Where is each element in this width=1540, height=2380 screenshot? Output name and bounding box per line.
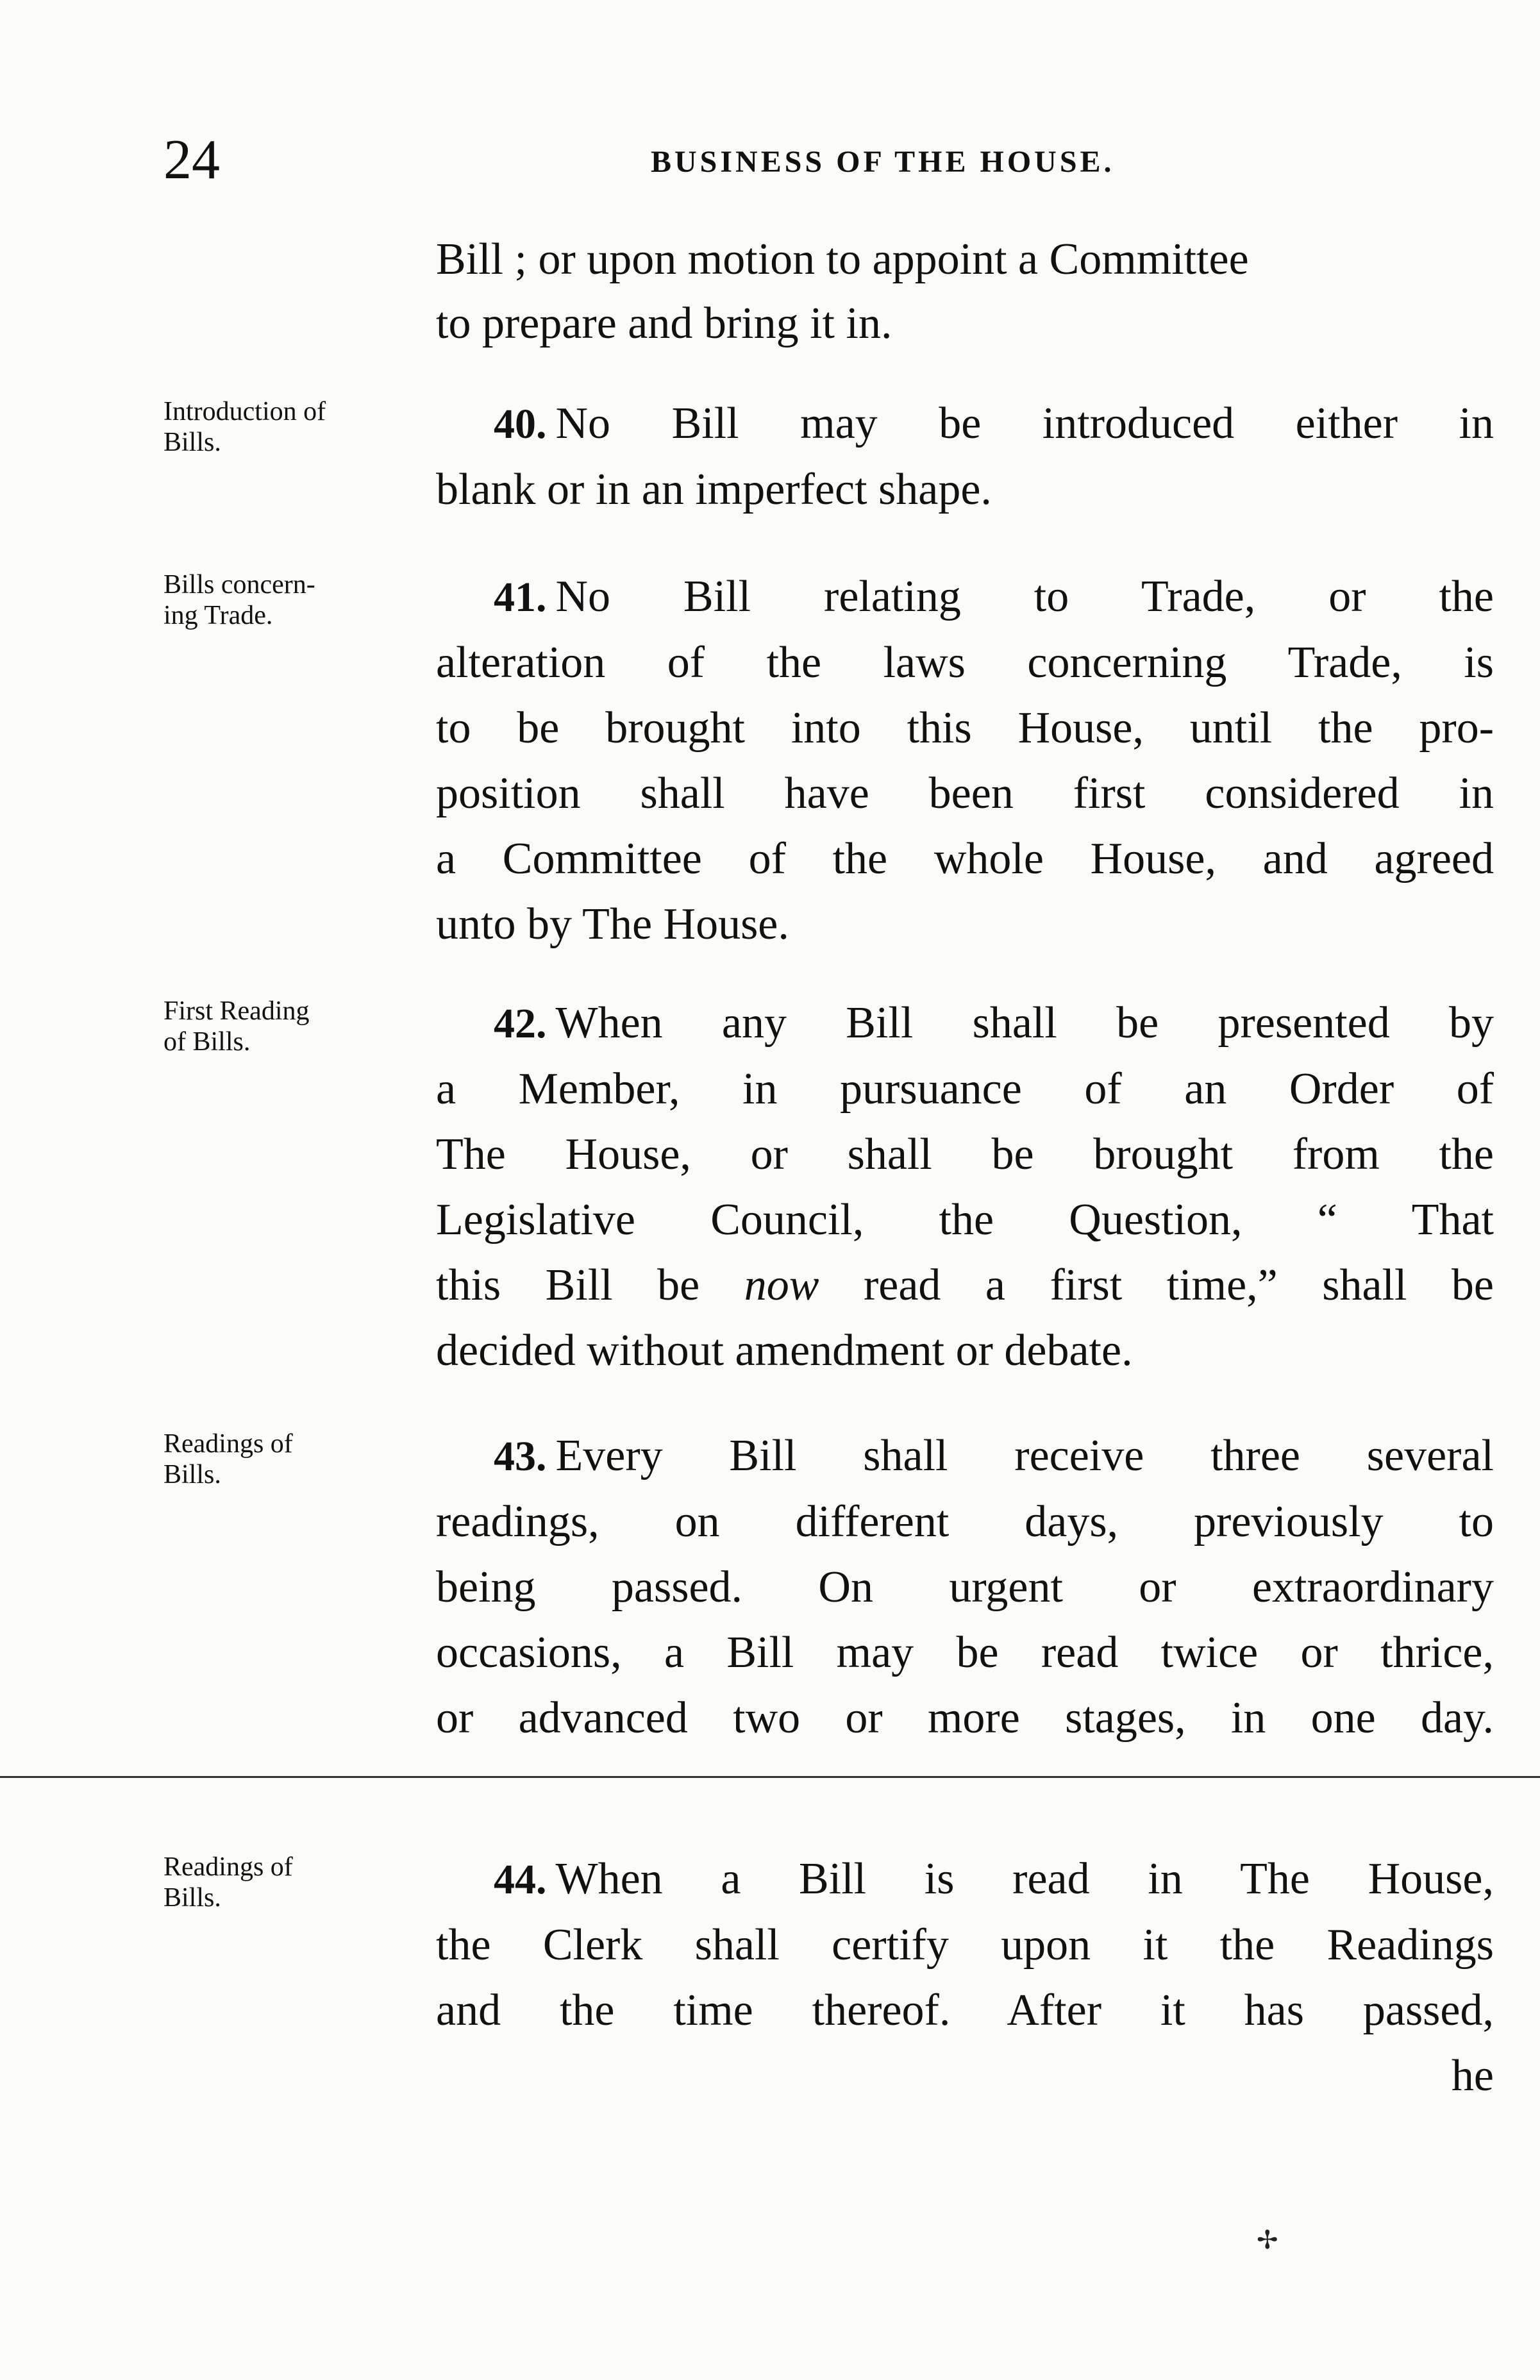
text-line: and the time thereof. After it has passed, (436, 1986, 1494, 2035)
section-number: 42. (494, 1000, 547, 1047)
text-line: the Clerk shall certify upon it the Readings (436, 1920, 1494, 1970)
running-head: BUSINESS OF THE HOUSE. (651, 145, 1115, 179)
text-line: a Member, in pursuance of an Order of (436, 1064, 1494, 1114)
text-line: 43. Every Bill shall receive three several (436, 1423, 1494, 1489)
text-line: blank or in an imperfect shape. (436, 465, 992, 514)
side-note: Readings of Bills. (163, 1429, 293, 1489)
text-line: 41. No Bill relating to Trade, or the (436, 564, 1494, 630)
side-note: Introduction of Bills. (163, 397, 326, 457)
section-number: 44. (494, 1856, 547, 1903)
section-body (436, 1423, 1494, 1751)
stray-mark-icon: ✢ (1257, 2225, 1278, 2254)
section-body (436, 1847, 1494, 2109)
page-number: 24 (163, 129, 220, 191)
text-line: readings, on different days, previously to (436, 1497, 1494, 1546)
section-body (436, 391, 1494, 523)
text-line: position shall have been first considered in (436, 769, 1494, 818)
side-note: Readings of Bills. (163, 1852, 293, 1913)
section-number: 43. (494, 1433, 547, 1480)
side-note: Bills concern- ing Trade. (163, 570, 315, 630)
section-body (436, 991, 1494, 1384)
text-line: to prepare and bring it in. (436, 299, 892, 348)
side-note: First Reading of Bills. (163, 996, 310, 1057)
text-line: 40. No Bill may be introduced either in (436, 391, 1494, 457)
catchword: he (1451, 2051, 1494, 2100)
page-divider (0, 1776, 1540, 1778)
text-line: to be brought into this House, until the pro- (436, 703, 1494, 753)
text-line: this Bill be now read a first time,” shall be (436, 1261, 1494, 1310)
continuation-text (436, 228, 1494, 356)
section-number: 40. (494, 401, 547, 448)
text-line: The House, or shall be brought from the (436, 1130, 1494, 1179)
page-header (163, 125, 1497, 196)
text-line: unto by The House. (436, 900, 789, 949)
text-line: Legislative Council, the Question, “ That (436, 1195, 1494, 1244)
section-number: 41. (494, 574, 547, 621)
emphasis: now (744, 1261, 819, 1310)
text-line: or advanced two or more stages, in one day. (436, 1693, 1494, 1743)
text-line: Bill ; or upon motion to appoint a Committee (436, 235, 1249, 284)
text-line: 44. When a Bill is read in The House, (436, 1847, 1494, 1913)
text-line: alteration of the laws concerning Trade, is (436, 638, 1494, 687)
text-line: 42. When any Bill shall be presented by (436, 991, 1494, 1057)
text-line: being passed. On urgent or extraordinary (436, 1563, 1494, 1612)
text-line: occasions, a Bill may be read twice or thrice, (436, 1628, 1494, 1677)
text-line: decided without amendment or debate. (436, 1326, 1133, 1375)
text-line: a Committee of the whole House, and agreed (436, 834, 1494, 884)
section-body (436, 564, 1494, 957)
